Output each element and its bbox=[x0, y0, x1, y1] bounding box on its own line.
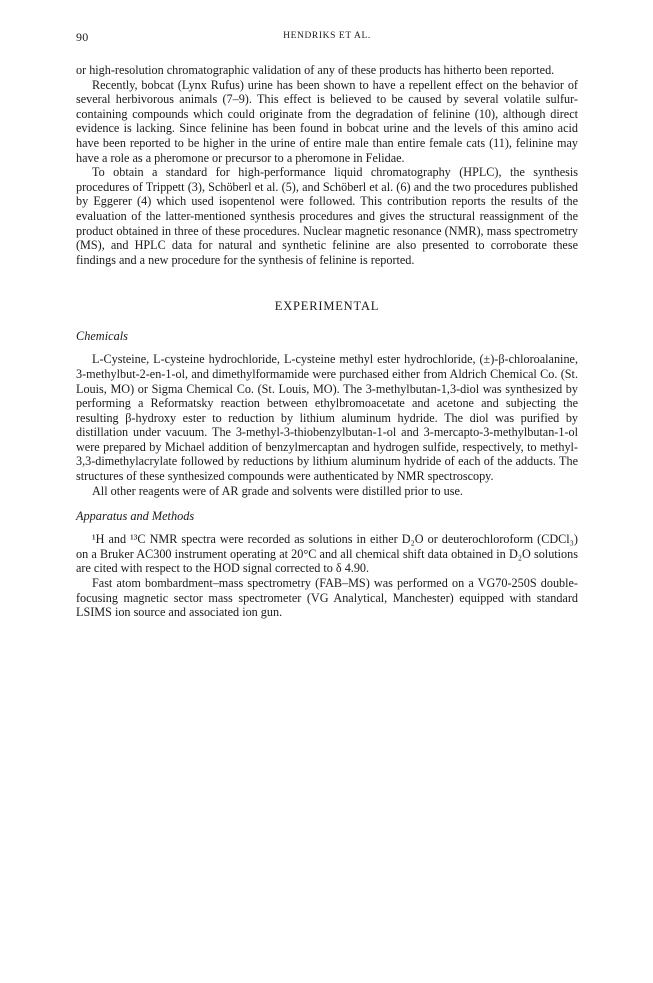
intro-paragraph-continued: or high-resolution chromatographic validation of any of these products has hitherto been reported. bbox=[76, 63, 555, 77]
section-heading-experimental: EXPERIMENTAL bbox=[274, 299, 380, 314]
reagents-paragraph: All other reagents were of AR grade and solvents were distilled prior to use. bbox=[92, 483, 463, 498]
intro-paragraph-bobcat: Recently, bobcat (Lynx Rufus) urine has been shown to have a repellent effect on the behavior of several herbivorous animals (7–9). This effect is believed to be caused by several volatile sulfur-containing compounds which could originate from the degradation of felinine (10), although direct evidence is lacking. Since felinine has been found in bobcat urine and the levels of this amino acid have been reported to be higher in the urine of entire male than entire female cats (11), felinine may have a role as a pheromone or precursor to a pheromone in Felidae. bbox=[76, 77, 578, 165]
page-number: 90 bbox=[76, 30, 89, 44]
intro-paragraph-hplc: To obtain a standard for high-performance liquid chromatography (HPLC), the synthesis procedures of Trippett (3), Schöberl et al. (5), and Schöberl et al. (6) and the two procedures published by Eggerer (4) which used isopentenol were followed. This contribution reports the results of the evaluation of the latter-mentioned synthesis procedures and gives the structural reassignment of the product obtained in three of these procedures. Nuclear magnetic resonance (NMR), mass spectrometry (MS), and HPLC data for natural and synthetic felinine are also presented to corroborate these findings and a new procedure for the synthesis of felinine is reported. bbox=[76, 165, 578, 267]
running-head: HENDRIKS ET AL. bbox=[283, 31, 371, 41]
nmr-paragraph: ¹H and ¹³C NMR spectra were recorded as solutions in either D₂O or deuterochloroform (CDCl₃) on a Bruker AC300 instrument operating at 20°C and all chemical shift data obtained in D₂O solutions are cited with respect to the HOD signal corrected to δ 4.90. bbox=[76, 532, 578, 576]
page-header bbox=[76, 30, 578, 44]
fab-ms-paragraph: Fast atom bombardment–mass spectrometry (FAB–MS) was performed on a VG70-250S double-focusing magnetic sector mass spectrometer (VG Analytical, Manchester) equipped with standard LSIMS ion source and associated ion gun. bbox=[76, 576, 578, 620]
subsection-heading-apparatus: Apparatus and Methods bbox=[76, 509, 195, 524]
article-body bbox=[76, 63, 578, 620]
chemicals-paragraph: L-Cysteine, L-cysteine hydrochloride, L-cysteine methyl ester hydrochloride, (±)-β-chloroalanine, 3-methylbut-2-en-1-ol, and dimethylformamide were purchased either from Aldrich Chemical Co. (St. Louis, MO) or Sigma Chemical Co. (St. Louis, MO). The 3-methylbutan-1,3-diol was synthesized by performing a Reformatsky reaction between ethylbromoacetate and acetone and subjecting the resulting β-hydroxy ester to reduction by lithium aluminum hydride. The diol was purified by distillation under vacuum. The 3-methyl-3-thiobenzylbutan-1-ol and 3-mercapto-3-methylbutan-1-ol were prepared by Michael addition of benzylmercaptan and hydrogen sulfide, respectively, to methyl-3,3-dimethylacrylate followed by reductions by lithium aluminum hydride of each of the adducts. The structures of these synthesized compounds were authenticated by NMR spectroscopy. bbox=[76, 352, 578, 484]
subsection-heading-chemicals: Chemicals bbox=[76, 329, 128, 344]
